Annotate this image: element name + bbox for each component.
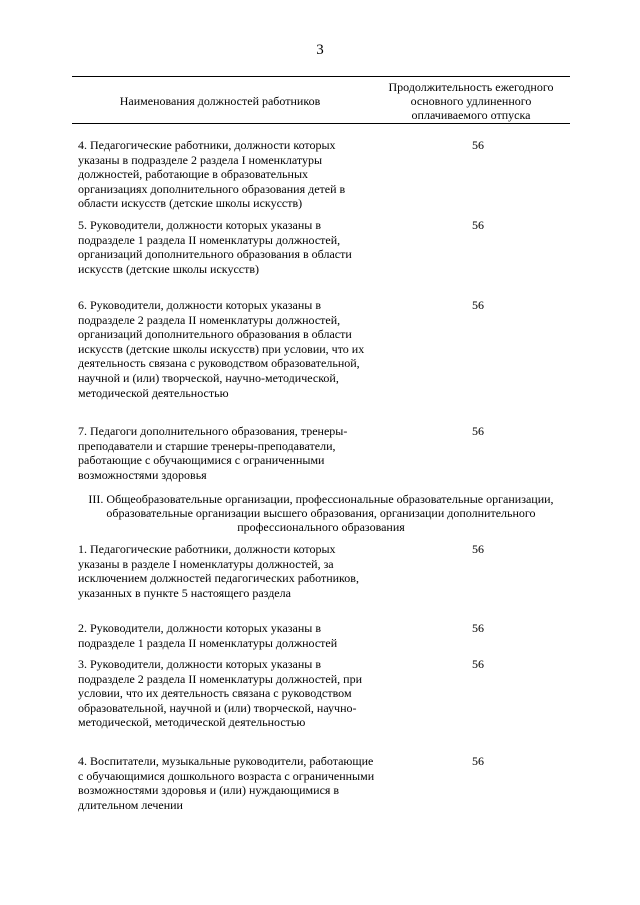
row-position-text: 5. Руководители, должности которых указаны в подразделе 1 раздела II номенклатуры должностей, организаций дополнительного образования в области искусств (детские школы искусств) [78, 218, 352, 276]
row-position-text: 1. Педагогические работники, должности которых указаны в разделе I номенклатуры должностей, за исключением должностей педагогических работников, указанных в пункте 5 настоящего раздела [78, 542, 359, 600]
row-duration-value: 56 [472, 138, 484, 152]
table-row [78, 542, 570, 600]
table-row [78, 138, 570, 211]
table-row [78, 424, 570, 482]
table-row [78, 218, 570, 276]
row-position-text: 4. Педагогические работники, должности которых указаны в подразделе 2 раздела I номенклатуры должностей, работающие в образовательных организациях дополнительного образования детей в области искусств (детские школы искусств) [78, 138, 346, 211]
page-number: 3 [316, 42, 324, 58]
row-duration-value: 56 [472, 424, 484, 438]
row-position-text: 6. Руководители, должности которых указаны в подразделе 2 раздела II номенклатуры должностей, организаций дополнительного образования в области искусств (детские школы искусств) при условии, что их деятельность связана с руководством образовательной, научной и (или) творческой, научно-методической, методической деятельностью [78, 298, 365, 400]
table-row [78, 621, 570, 650]
row-duration-value: 56 [472, 754, 484, 768]
row-position-text: 3. Руководители, должности которых указаны в подразделе 2 раздела II номенклатуры должностей, при условии, что их деятельность связана с руководством образовательной, научной и (или) творческой, научно-методической, методической деятельностью [78, 657, 362, 730]
table-header [72, 76, 570, 124]
row-duration-value: 56 [472, 657, 484, 671]
row-position-text: 4. Воспитатели, музыкальные руководители, работающие с обучающимися дошкольного возраста с ограниченными возможностями здоровья и (или) нуждающимися в длительном лечении [78, 754, 375, 812]
row-duration-value: 56 [472, 621, 484, 635]
table-row [78, 657, 570, 730]
section-heading: III. Общеобразовательные организации, профессиональные образовательные организации, образовательные организации высшего образования, организации дополнительного профессионального образования [88, 492, 554, 535]
column-header-duration: Продолжительность ежегодного основного удлиненного оплачиваемого отпуска [388, 80, 554, 122]
row-duration-value: 56 [472, 542, 484, 556]
row-duration-value: 56 [472, 218, 484, 232]
table-row [78, 298, 570, 400]
row-position-text: 7. Педагоги дополнительного образования, тренеры-преподаватели и старшие тренеры-преподаватели, работающие с обучающимися с ограниченными возможностями здоровья [78, 424, 348, 482]
row-position-text: 2. Руководители, должности которых указаны в подразделе 1 раздела II номенклатуры должностей [78, 621, 338, 650]
row-duration-value: 56 [472, 298, 484, 312]
table-row [78, 754, 570, 812]
column-header-position: Наименования должностей работников [119, 94, 321, 108]
